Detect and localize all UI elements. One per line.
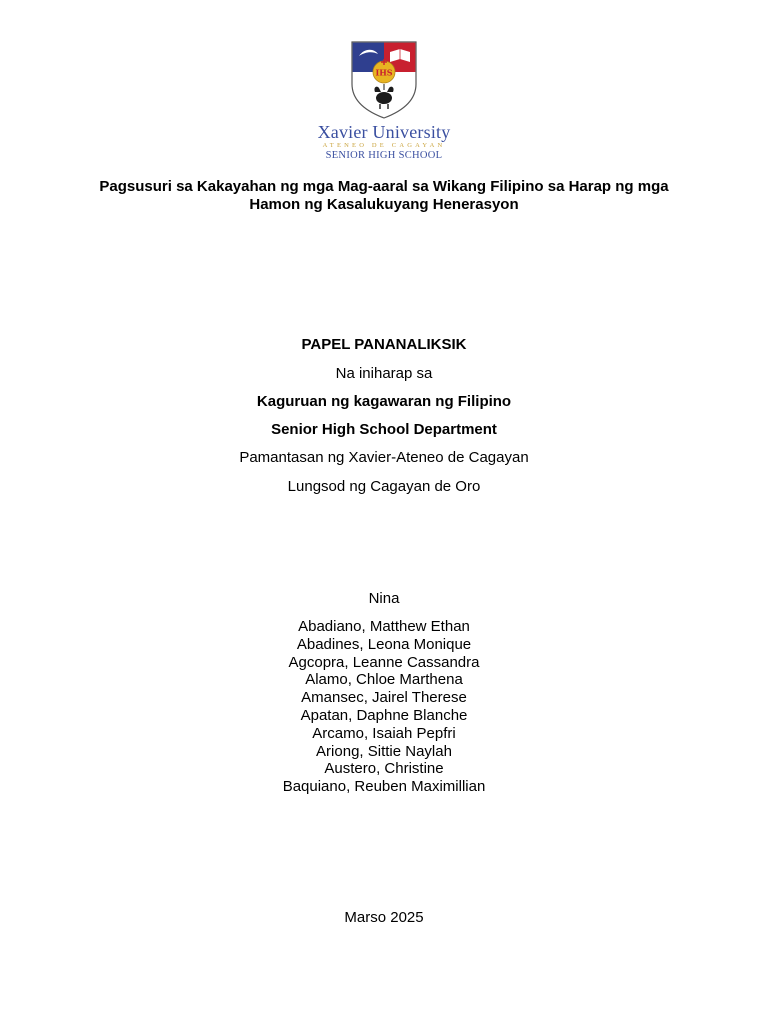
university-logo <box>0 40 768 162</box>
author-name: Amansec, Jairel Therese <box>301 689 467 707</box>
author-name: Alamo, Chloe Marthena <box>305 671 463 689</box>
author-list <box>0 618 768 796</box>
paper-type: PAPEL PANANALIKSIK <box>301 336 467 353</box>
faculty: Kaguruan ng kagawaran ng Filipino <box>256 393 512 410</box>
ihs-monogram: IHS <box>375 67 393 78</box>
author-name: Baquiano, Reuben Maximillian <box>282 778 486 796</box>
by-label: Nina <box>368 590 400 607</box>
crest-icon <box>350 40 418 120</box>
author-name: Agcopra, Leanne Cassandra <box>288 653 480 671</box>
city: Lungsod ng Cagayan de Oro <box>287 478 481 495</box>
university-full-name: Pamantasan ng Xavier-Ateneo de Cagayan <box>239 449 529 466</box>
senior-high-school-label: SENIOR HIGH SCHOOL <box>325 150 443 161</box>
presented-to: Na iniharap sa <box>335 365 433 382</box>
date: Marso 2025 <box>344 909 424 926</box>
author-name: Abadiano, Matthew Ethan <box>298 618 470 635</box>
author-name: Apatan, Daphne Blanche <box>300 706 468 724</box>
university-subtitle: ATENEO DE CAGAYAN <box>322 142 446 149</box>
university-name: Xavier University <box>317 122 451 142</box>
department: Senior High School Department <box>271 421 497 438</box>
author-name: Arcamo, Isaiah Pepfri <box>312 724 456 742</box>
author-name: Ariong, Sittie Naylah <box>316 742 452 760</box>
author-name: Austero, Christine <box>324 760 444 778</box>
author-name: Abadines, Leona Monique <box>296 635 472 653</box>
paper-title: Pagsusuri sa Kakayahan ng mga Mag-aaral sa Wikang Filipino sa Harap ng mga Hamon ng Kasalukuyang Henerasyon <box>99 178 669 213</box>
